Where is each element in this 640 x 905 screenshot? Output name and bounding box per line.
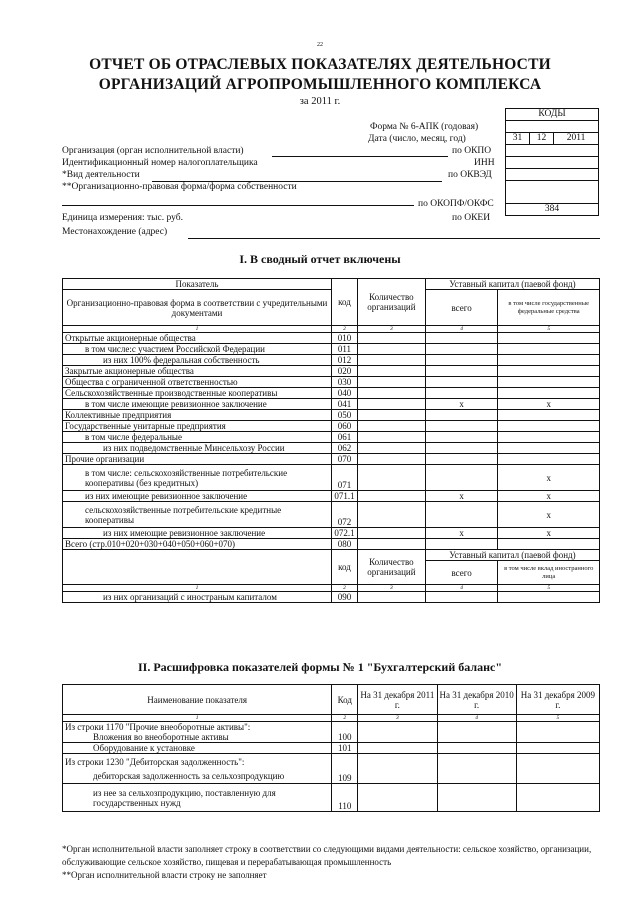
row-count[interactable] [357,399,425,410]
okei-code-cell[interactable]: 384 [506,204,599,216]
col-num-1b: 1 [63,585,332,592]
row-100-label [63,722,332,743]
date-day[interactable]: 31 [506,133,530,145]
section-1-title: I. В сводный отчет включены [239,252,401,266]
row-count[interactable] [357,528,425,539]
row-state[interactable] [498,333,600,344]
table-row [63,355,600,366]
row-total[interactable] [425,333,498,344]
org-field[interactable] [272,156,448,157]
row-total[interactable] [425,539,498,550]
row-state[interactable] [498,539,600,550]
th2-code: Код [332,685,358,715]
row-count[interactable] [357,421,425,432]
col-num-3b: 3 [357,585,425,592]
row-100-text: Вложения во внеоборотные активы [93,732,229,742]
table-row [63,754,600,784]
row-total[interactable] [425,355,498,366]
form-label: Форма № 6-АПК (годовая) [370,122,479,132]
row-count[interactable] [357,539,425,550]
row-count[interactable] [357,454,425,465]
row-label: сельскохозяйственные потребительские кредитные кооперативы [63,502,332,528]
okved-label: по ОКВЭД [448,170,492,180]
row-count[interactable] [357,410,425,421]
row-total[interactable]: x [425,528,498,539]
table-row [63,366,600,377]
row-110-code: 110 [332,784,358,812]
row-109-code: 109 [332,754,358,784]
row-total[interactable] [425,454,498,465]
row-109-label [63,754,332,784]
row-state[interactable] [498,421,600,432]
col2-num-2: 2 [332,715,358,722]
th-indicator: Показатель [63,279,332,290]
table-row [63,784,600,812]
row-101-2009[interactable] [516,743,599,754]
row-110-label: из нее за сельхозпродукцию, поставленную для государственных нужд [63,784,332,812]
row-state[interactable] [498,454,600,465]
row-state[interactable] [498,355,600,366]
row-total[interactable] [425,421,498,432]
title-line-1: ОТЧЕТ ОБ ОТРАСЛЕВЫХ ПОКАЗАТЕЛЯХ ДЕЯТЕЛЬНОСТИ [89,56,551,73]
table-row [63,539,600,550]
row-code: 071.1 [331,491,357,502]
page-number: 22 [317,42,323,48]
row-state[interactable] [498,344,600,355]
th-total-2: всего [425,561,498,585]
row-total[interactable]: x [425,399,498,410]
table-row [63,399,600,410]
row-total[interactable] [425,366,498,377]
row-code: 030 [331,377,357,388]
row-100-2011[interactable] [358,722,437,743]
col2-num-3: 3 [358,715,437,722]
row-code: 060 [331,421,357,432]
th-foreign: в том числе вклад иностранного лица [498,561,600,585]
row-state[interactable]: x [498,491,600,502]
date-year[interactable]: 2011 [554,133,599,145]
row-code: 010 [331,333,357,344]
row-total[interactable] [425,443,498,454]
row-code: 011 [331,344,357,355]
row-count[interactable] [357,465,425,491]
table-row [63,722,600,743]
row-110-2011[interactable] [358,784,437,812]
row-code: 050 [331,410,357,421]
row-100-head: Из строки 1170 "Прочие внеоборотные активы": [65,722,251,732]
th-code-2: код [331,550,357,585]
title-line-2: ОРГАНИЗАЦИЙ АГРОПРОМЫШЛЕННОГО КОМПЛЕКСА [98,76,542,93]
col-num-5: 5 [498,326,600,333]
row-state[interactable] [498,388,600,399]
row-label: в том числе:с участием Российской Федерации [63,344,332,355]
row-code: 071 [331,465,357,491]
row-code: 080 [331,539,357,550]
row-label: Государственные унитарные предприятия [63,421,332,432]
col2-num-4: 4 [437,715,516,722]
row-total[interactable] [425,432,498,443]
table-row [63,410,600,421]
row-label: Всего (стр.010+020+030+040+050+060+070) [63,539,332,550]
row-count[interactable] [357,366,425,377]
okopf-code-cell[interactable] [506,181,599,204]
location-field[interactable] [188,238,600,239]
row-total[interactable] [425,388,498,399]
row-label: Сельскохозяйственные производственные кооперативы [63,388,332,399]
report-title [0,55,640,95]
table-row [63,454,600,465]
balance-table [62,684,600,812]
table-row [63,432,600,443]
row-count[interactable] [357,344,425,355]
th-capital-2: Уставный капитал (паевой фонд) [425,550,599,561]
codes-header: КОДЫ [506,109,599,121]
legal-form-field[interactable] [62,205,414,206]
row-label: в том числе имеющие ревизионное заключение [63,399,332,410]
inn-left-label: Идентификационный номер налогоплательщика [62,158,258,168]
row-109-2009[interactable] [516,754,599,784]
row-code: 020 [331,366,357,377]
row-total[interactable] [425,465,498,491]
row-code: 072 [331,502,357,528]
inn-code-cell[interactable] [506,157,599,169]
row-110-2010[interactable] [437,784,516,812]
col-num-2: 2 [331,326,357,333]
row-110-2009[interactable] [516,784,599,812]
col-num-4: 4 [425,326,498,333]
row-count[interactable] [357,432,425,443]
codes-box [505,108,599,216]
table-row [63,377,600,388]
th2-2011: На 31 декабря 2011 г. [358,685,437,715]
col2-num-1: 1 [63,715,332,722]
row-code: 012 [331,355,357,366]
table-row [63,421,600,432]
row-state[interactable]: x [498,465,600,491]
row-count[interactable] [357,355,425,366]
row-count[interactable] [357,333,425,344]
section-2-title: II. Расшифровка показателей формы № 1 "Бухгалтерский баланс" [138,660,502,674]
row-100-2010[interactable] [437,722,516,743]
table-row [63,502,600,528]
table-row [63,333,600,344]
okpo-label: по ОКПО [452,146,492,156]
okved-code-cell[interactable] [506,169,599,181]
row-foreign-code: 090 [331,592,357,603]
row-100-code: 100 [332,722,358,743]
th-code: код [331,279,357,326]
activity-label: *Вид деятельности [62,170,140,180]
spacer-cell [63,550,332,585]
col2-num-5: 5 [516,715,599,722]
th-orgform: Организационно-правовая форма в соответствии с учредительными документами [63,290,332,326]
row-label: из них имеющие ревизионное заключение [63,528,332,539]
footnote-2: **Орган исполнительной власти строку не заполняет [62,870,267,880]
row-total[interactable] [425,410,498,421]
col-num-5b: 5 [498,585,600,592]
row-101-code: 101 [332,743,358,754]
row-foreign-total[interactable] [425,592,498,603]
okpo-code-cell[interactable] [506,145,599,157]
inn-label: ИНН [474,158,495,168]
row-100-2009[interactable] [516,722,599,743]
row-total[interactable]: x [425,491,498,502]
row-foreign-count[interactable] [357,592,425,603]
col-num-2b: 2 [331,585,357,592]
legal-form-label: **Организационно-правовая форма/форма собственности [62,182,297,192]
row-state[interactable] [498,377,600,388]
unit-label: Единица измерения: тыс. руб. [62,213,183,223]
row-label: в том числе: сельскохозяйственные потребительские кооперативы (без кредитных) [63,465,332,491]
row-label: Закрытые акционерные общества [63,366,332,377]
okei-label: по ОКЕИ [452,213,491,223]
row-code: 062 [331,443,357,454]
footnote-1: *Орган исполнительной власти заполняет строку в соответствии со следующими видами деятельности: сельское хозяйство, организации, обслуживающие сельское хозяйство, пищевая и перерабатывающая промышленность [62,844,592,867]
row-total[interactable] [425,344,498,355]
row-code: 061 [331,432,357,443]
row-label: из них 100% федеральная собственность [63,355,332,366]
row-109-text: дебиторская задолженность за сельхозпродукцию [93,770,285,781]
summary-table [62,278,600,603]
org-label: Организация (орган исполнительной власти) [62,146,244,156]
th-count: Количество организаций [357,279,425,326]
row-total[interactable] [425,377,498,388]
th-state: в том числе государственные федеральные средства [498,290,600,326]
row-count[interactable] [357,377,425,388]
report-period: за 2011 г. [299,96,341,107]
row-code: 040 [331,388,357,399]
col-num-3: 3 [357,326,425,333]
table-row [63,743,600,754]
location-label: Местонахождение (адрес) [62,227,168,237]
row-foreign-share[interactable] [498,592,600,603]
row-label: Общества с ограниченной ответственностью [63,377,332,388]
table-row [63,344,600,355]
row-109-head: Из строки 1230 "Дебиторская задолженность": [65,756,245,767]
th-capital: Уставный капитал (паевой фонд) [425,279,599,290]
row-label: Открытые акционерные общества [63,333,332,344]
row-label: в том числе федеральные [63,432,332,443]
th2-name: Наименование показателя [63,685,332,715]
row-109-2011[interactable] [358,754,437,784]
th2-2009: На 31 декабря 2009 г. [516,685,599,715]
row-code: 070 [331,454,357,465]
row-101-2010[interactable] [437,743,516,754]
row-count[interactable] [357,443,425,454]
row-109-2010[interactable] [437,754,516,784]
row-label: из них подведомственные Минсельхозу России [63,443,332,454]
table-row [63,528,600,539]
row-state[interactable] [498,443,600,454]
table-row [63,443,600,454]
row-state[interactable]: x [498,399,600,410]
row-state[interactable] [498,432,600,443]
table-row [63,388,600,399]
date-month[interactable]: 12 [530,133,554,145]
okopf-label: по ОКОПФ/ОКФС [418,199,494,209]
row-state[interactable] [498,366,600,377]
row-code: 072.1 [331,528,357,539]
col-num-4b: 4 [425,585,498,592]
row-count[interactable] [357,491,425,502]
col-num-1: 1 [63,326,332,333]
row-label: Прочие организации [63,454,332,465]
row-state[interactable] [498,410,600,421]
row-count[interactable] [357,388,425,399]
row-state[interactable]: x [498,528,600,539]
row-state[interactable]: x [498,502,600,528]
row-label: из них имеющие ревизионное заключение [63,491,332,502]
row-count[interactable] [357,502,425,528]
form-code-cell[interactable] [506,121,599,133]
row-101-2011[interactable] [358,743,437,754]
row-101-label: Оборудование к установке [63,743,332,754]
row-total[interactable] [425,502,498,528]
table-row [63,491,600,502]
th-total: всего [425,290,498,326]
row-foreign-label: из них организаций с иностраным капиталом [63,592,332,603]
table-row [63,465,600,491]
row-label: Коллективные предприятия [63,410,332,421]
date-label: Дата (число, месяц, год) [368,134,466,144]
th-count-2: Количество организаций [357,550,425,585]
th2-2010: На 31 декабря 2010 г. [437,685,516,715]
row-code: 041 [331,399,357,410]
